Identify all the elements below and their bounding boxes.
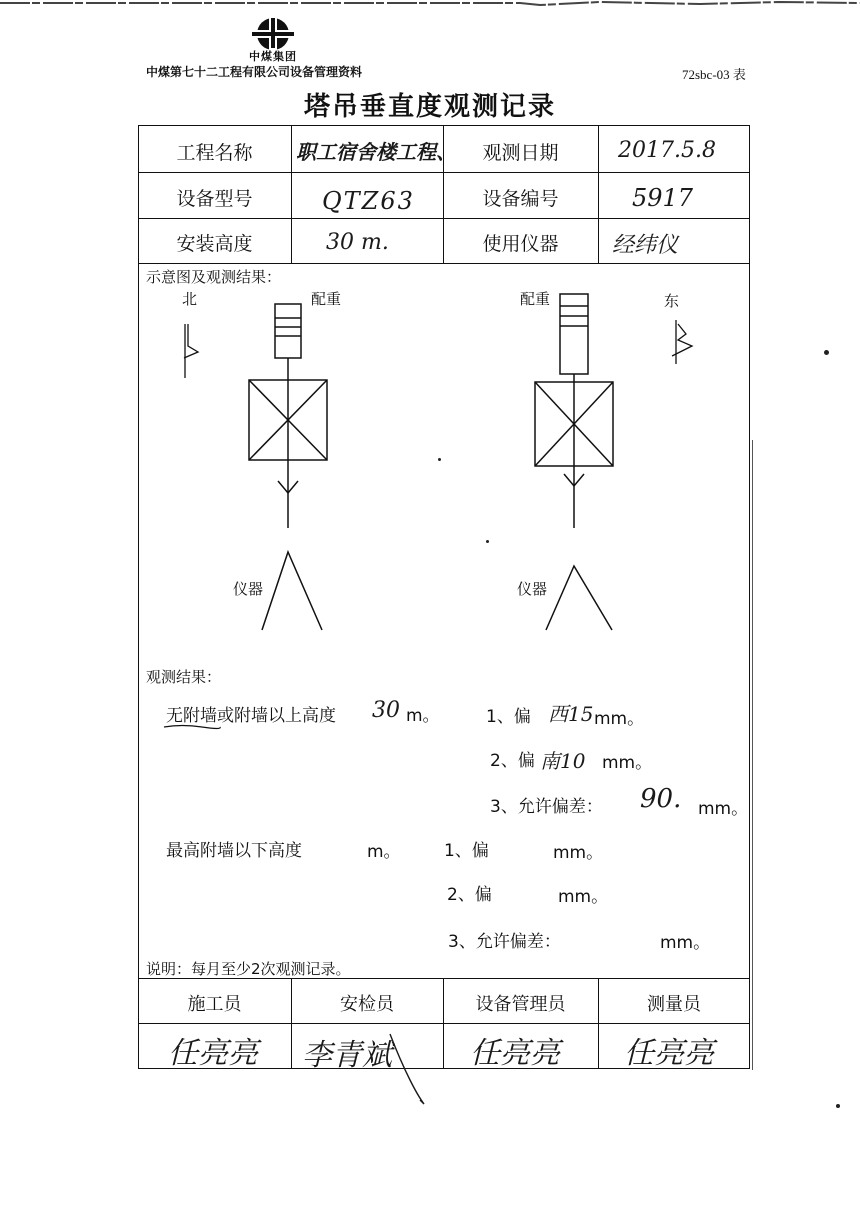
company-name: 中煤第七十二工程有限公司设备管理资料 [146,65,363,79]
logo-text: 中煤集团 [249,50,297,63]
left-counterweight-label: 配重 [311,290,342,308]
below-height-prefix: 最高附墙以下高度 [166,841,302,861]
scan-speck [438,458,441,461]
below-item3-prefix: 3、允许偏差： [448,932,561,952]
right-counterweight-label: 配重 [520,290,551,308]
above-item1-value: 西15 [548,702,594,726]
scan-edge [0,0,860,10]
col-divider [291,125,292,263]
below-item2-unit: mm。 [558,887,609,907]
east-marker-icon [672,320,692,364]
row-divider [138,1023,750,1024]
scan-speck [824,350,829,355]
tripod-icon [262,552,322,630]
signature-constructor: 任亮亮 [168,1036,258,1071]
row-divider [138,978,750,979]
right-tower-diagram [500,290,720,635]
note-text: 说明：每月至少2次观测记录。 [146,960,351,978]
above-item3-value: 90. [640,784,682,814]
instrument-value: 经纬仪 [612,233,679,258]
above-item1-unit: mm。 [594,709,645,729]
project-name-value: 职工宿舍楼工程、 [296,140,456,164]
above-item3-unit: mm。 [698,799,749,819]
above-item2-prefix: 2、偏 [490,751,535,771]
page-title: 塔吊垂直度观测记录 [303,92,556,122]
row-divider [138,263,750,264]
right-instrument-label: 仪器 [517,580,548,598]
role-equipment-manager: 设备管理员 [475,994,566,1015]
equipment-no-label: 设备编号 [482,188,559,210]
above-height-unit: m。 [406,706,440,726]
instrument-label: 使用仪器 [482,233,559,255]
north-label: 北 [182,290,198,308]
tripod-icon [546,566,612,630]
below-item2-prefix: 2、偏 [447,885,492,905]
above-item2-unit: mm。 [602,753,653,773]
above-item3-prefix: 3、允许偏差： [490,797,603,817]
form-number: 72sbc-03 表 [682,67,746,82]
above-item2-value: 南10 [540,749,586,773]
scan-edge-line [752,440,753,1070]
scan-speck [836,1104,840,1108]
below-height-unit: m。 [367,842,401,862]
role-safety-inspector: 安检员 [340,994,394,1015]
equipment-model-value: QTZ63 [322,187,415,215]
above-height-prefix: 无附墙或附墙以上高度 [166,706,336,726]
results-label: 观测结果： [146,668,222,686]
role-constructor: 施工员 [187,994,242,1015]
signature-stroke [380,1030,440,1110]
north-marker-icon [184,324,198,378]
above-item1-prefix: 1、偏 [486,707,531,727]
below-item3-unit: mm。 [660,933,711,953]
observe-date-label: 观测日期 [482,142,559,164]
observe-date-value: 2017.5.8 [618,138,716,163]
left-instrument-label: 仪器 [233,580,264,598]
equipment-no-value: 5917 [632,184,694,212]
diagram-section-label: 示意图及观测结果： [146,268,282,286]
signature-surveyor: 任亮亮 [624,1036,714,1071]
east-label: 东 [664,292,680,310]
underline-mark [162,722,222,732]
install-height-label: 安装高度 [176,233,253,255]
scan-speck [486,540,489,543]
row-divider [138,172,750,173]
counterweight-icon [275,304,301,358]
project-name-label: 工程名称 [176,142,253,164]
below-item1-unit: mm。 [553,843,604,863]
col-divider [598,125,599,263]
role-surveyor: 测量员 [647,994,701,1015]
signature-equipment-manager: 任亮亮 [470,1036,560,1071]
counterweight-icon [560,294,588,374]
equipment-model-label: 设备型号 [176,188,253,210]
left-tower-diagram [160,296,360,636]
row-divider [138,218,750,219]
below-item1-prefix: 1、偏 [444,841,489,861]
signature-safety-inspector: 李青斌 [302,1038,392,1073]
above-height-value: 30 [372,698,400,723]
install-height-value: 30 m. [326,230,389,255]
